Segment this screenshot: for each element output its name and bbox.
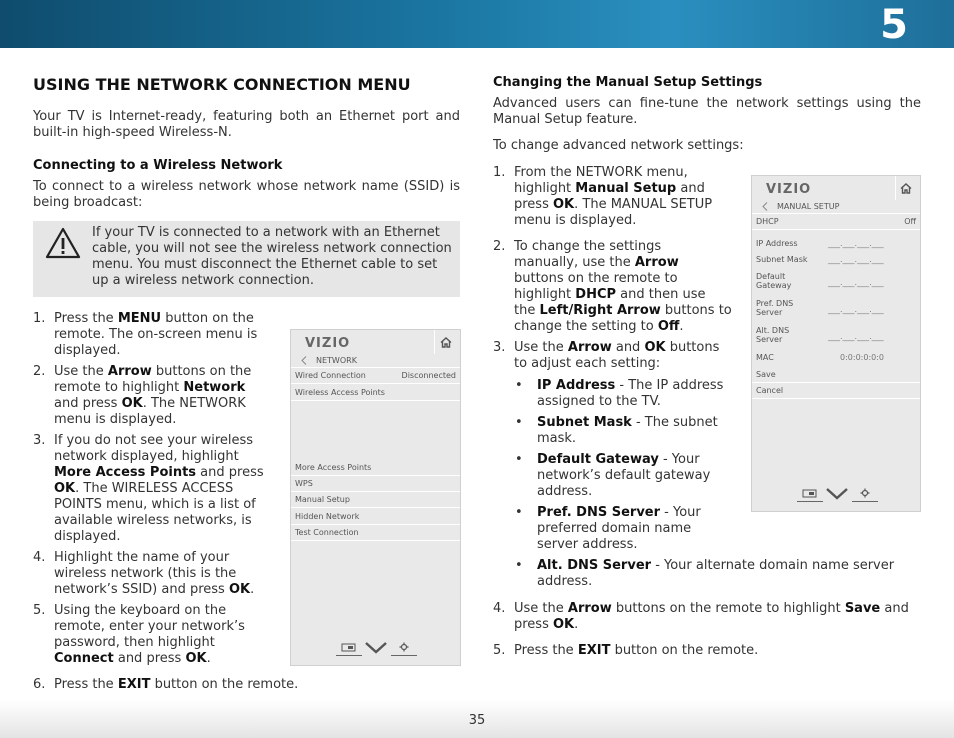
field-value: 0:0:0:0:0:0 — [840, 353, 885, 362]
wide-mode-icon[interactable] — [336, 642, 362, 656]
menu-item-wps[interactable]: WPS — [291, 476, 460, 492]
step-text: If you do not see your wireless network displayed, highlight More Access Points and press OK. The WIRELESS ACCESS POINTS menu, which is a list of available wireless networks, is displayed. — [54, 433, 264, 544]
menu-title: MANUAL SETUP — [777, 202, 840, 211]
wireless-intro: To connect to a wireless network whose network name (SSID) is being broadcast: — [33, 179, 460, 210]
manual-setup-screen — [751, 175, 921, 512]
field-value: ___.___.___.___ — [828, 278, 884, 287]
menu-item-wired-connection[interactable]: Wired Connection Disconnected — [291, 368, 460, 384]
network-menu-screen — [290, 329, 461, 666]
chevron-down-icon[interactable] — [824, 488, 850, 502]
bullet-dot: • — [515, 558, 523, 573]
step-number: 2. — [493, 239, 506, 254]
step-text: Press the EXIT button on the remote. — [514, 643, 759, 658]
step-number: 1. — [493, 165, 506, 180]
vizio-logo: VIZIO — [305, 336, 351, 351]
gear-icon[interactable] — [391, 642, 417, 656]
bullet-dot: • — [515, 415, 523, 430]
field-value: ___.___.___.___ — [828, 239, 884, 248]
vizio-logo: VIZIO — [766, 182, 812, 197]
bullet-dot: • — [515, 378, 523, 393]
gear-icon[interactable] — [852, 488, 878, 502]
field-label: Default Gateway — [756, 272, 792, 290]
field-value: ___.___.___.___ — [828, 305, 884, 314]
field-value: ___.___.___.___ — [828, 332, 884, 341]
dhcp-row[interactable]: DHCP Off — [752, 214, 920, 230]
bullet-text: Alt. DNS Server - Your alternate domain name server address. — [537, 558, 895, 589]
back-arrow-icon — [762, 202, 768, 211]
tv-bottom-icons — [291, 642, 460, 658]
manual-setup-heading: Changing the Manual Setup Settings — [493, 75, 763, 90]
bullet-text: Default Gateway - Your network’s default gateway address. — [537, 452, 711, 499]
menu-title-bar — [291, 353, 460, 368]
menu-item-manual-setup[interactable]: Manual Setup — [291, 492, 460, 508]
step-text: Using the keyboard on the remote, enter your network’s password, then highlight Connect and press OK. — [54, 603, 245, 666]
menu-title: NETWORK — [316, 356, 357, 365]
bullet-text: IP Address - The IP address assigned to the TV. — [537, 378, 724, 409]
tv-bottom-icons — [752, 488, 920, 504]
menu-item-test-connection[interactable]: Test Connection — [291, 525, 460, 541]
step-text: Press the MENU button on the remote. The on-screen menu is displayed. — [54, 311, 258, 358]
bullet-dot: • — [515, 452, 523, 467]
save-button[interactable]: Save — [752, 367, 920, 383]
step-number: 5. — [33, 603, 46, 618]
menu-item-hidden-network[interactable]: Hidden Network — [291, 509, 460, 525]
bullet-text: Pref. DNS Server - Your preferred domain name server address. — [537, 505, 701, 552]
step-text: Use the Arrow buttons on the remote to highlight Save and press OK. — [514, 601, 909, 632]
manual-setup-intro: Advanced users can fine-tune the network settings using the Manual Setup feature. — [493, 96, 921, 127]
step-text: To change the settings manually, use the Arrow buttons on the remote to highlight DHCP and then use the Left/Right Arrow buttons to change the setting to Off. — [514, 239, 732, 334]
step-text: From the NETWORK menu, highlight Manual Setup and press OK. The MANUAL SETUP menu is displayed. — [514, 165, 713, 228]
manual-setup-intro-2: To change advanced network settings: — [493, 138, 744, 153]
field-value: ___.___.___.___ — [828, 255, 884, 264]
field-label: Subnet Mask — [756, 255, 808, 264]
step-number: 4. — [493, 601, 506, 616]
step-text: Highlight the name of your wireless network (this is the network’s SSID) and press OK. — [54, 550, 255, 597]
field-label: Pref. DNS Server — [756, 299, 794, 317]
step-text: Use the Arrow and OK buttons to adjust each setting: — [514, 340, 720, 371]
step-number: 5. — [493, 643, 506, 658]
menu-title-bar — [752, 199, 920, 214]
step-text: Press the EXIT button on the remote. — [54, 677, 299, 692]
header-bar — [0, 0, 954, 48]
chapter-number: 5 — [880, 2, 908, 48]
wireless-heading: Connecting to a Wireless Network — [33, 158, 283, 173]
bullet-text: Subnet Mask - The subnet mask. — [537, 415, 718, 446]
section-title: USING THE NETWORK CONNECTION MENU — [33, 75, 411, 94]
home-icon — [440, 337, 452, 348]
step-number: 4. — [33, 550, 46, 565]
field-label: Alt. DNS Server — [756, 326, 790, 344]
step-text: Use the Arrow buttons on the remote to highlight Network and press OK. The NETWORK menu is displayed. — [54, 364, 252, 427]
intro-paragraph: Your TV is Internet-ready, featuring both an Ethernet port and built-in high-speed Wireless-N. — [33, 109, 460, 140]
warning-note — [33, 221, 460, 297]
step-number: 6. — [33, 677, 46, 692]
back-arrow-icon — [301, 356, 307, 365]
bullet-dot: • — [515, 505, 523, 520]
warning-text: If your TV is connected to a network with an Ethernet cable, you will not see the wireless network connection menu. You must disconnect the Ethernet cable to set up a wireless network connection. — [92, 225, 452, 288]
home-icon — [900, 183, 912, 194]
wide-mode-icon[interactable] — [797, 488, 823, 502]
field-label: MAC — [756, 353, 774, 362]
chevron-down-icon[interactable] — [363, 642, 389, 656]
step-number: 2. — [33, 364, 46, 379]
menu-item-more-access-points[interactable]: More Access Points — [291, 460, 460, 476]
menu-item-wireless-access-points[interactable]: Wireless Access Points — [291, 385, 460, 401]
page-number: 35 — [468, 713, 486, 728]
field-label: IP Address — [756, 239, 798, 248]
step-number: 1. — [33, 311, 46, 326]
cancel-button[interactable]: Cancel — [752, 383, 920, 399]
step-number: 3. — [493, 340, 506, 355]
step-number: 3. — [33, 433, 46, 448]
warning-icon — [45, 227, 81, 259]
